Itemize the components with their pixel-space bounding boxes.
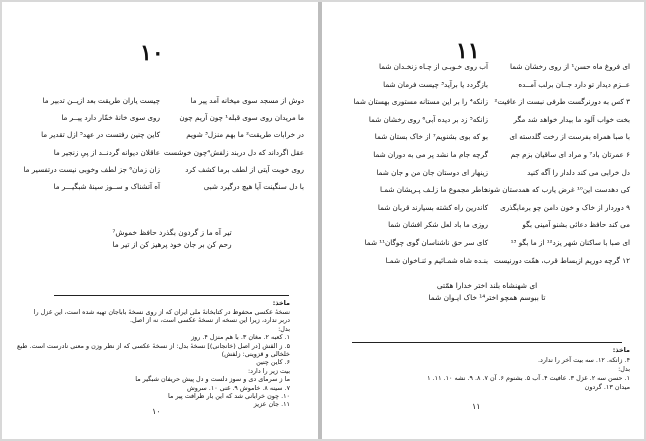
verse-line: عــزم دیدار تو دارد جــان برلب آمــده: [518, 79, 630, 89]
verse-line: کاین چنین رفتست در عهد⁵ ازل تقدیر ما: [41, 130, 160, 140]
closing-verse-2: تا ببوسم همچو اختر¹⁴ خاک ایـوان شما: [428, 293, 546, 302]
footnote-line: میدان ۱۳. گردون: [584, 383, 630, 391]
footnote-line: نسخهٔ عکسی محفوظ در کتابخانهٔ ملی ایران که از روی نسخهٔ باباجان تهیه شده است، این غزل را: [33, 308, 290, 316]
verse-line: کاندرین راه کشته بسیارند قربان شما: [377, 202, 488, 212]
verse-line: روی خوبت آیتی از لطف برما کشف کرد: [185, 164, 304, 174]
verse-line: ای فروغ ماه حسن¹ از روی رخشان شما: [509, 62, 630, 71]
verse-line: زانکه⁴ را بر این مستانه مستوری بهستان شما: [353, 97, 488, 107]
footnote-label: ماخذ:: [612, 346, 630, 354]
footnote-line: خلخالی و قزوینی: زلفش): [221, 350, 290, 358]
verse-line: زینهار ای دوستان جان من و جان شما: [376, 167, 488, 177]
verse-line: کی دهدست این¹⁰ غرض یارب که همدستان شوند: [484, 185, 630, 195]
folio-number: ۱۱: [472, 402, 481, 411]
verse-line: روزی ما باد لعل شکر افشان شما: [388, 220, 488, 230]
verse-line: ۱۲ گرچه دوریم ازبساط قرب، همّت دورنیست: [493, 255, 630, 265]
verse-line: گرچه جام ما نشد پر می به دوران شما: [373, 150, 488, 159]
footnote-label: ماخذ:: [272, 299, 290, 307]
footnote-line: ۱. حسن سه ۲. غزل ۳. عافیت ۴. آب ۵. بشنوم ۶. آن ۷. ۸. ۹. نشه ۱۰. ۱۱. ۱: [427, 374, 630, 382]
footnote-line: ۱. کعبه ۲. مغان ۳. با هم منزل ۴. روز: [191, 333, 290, 342]
closing-verse-2: رحم کن بر جان خود پرهیز کن از تیر ما: [112, 240, 232, 249]
verse-line: زانکه⁵ زد بر دیده آبی⁶ روی رخشان شما: [368, 114, 488, 124]
verse-line: خاطر مجموع ما زلـف پـریشان شمـا: [379, 185, 488, 195]
verse-line: با صبا همراه بفرست از رخت گلدسته ای: [509, 132, 630, 142]
verse-line: بنـده شاه شمـائیم و ثنـاخوان شمـا: [385, 255, 488, 265]
verse-line: با دل سنگینت آیا هیچ درگیرد شبی: [203, 182, 304, 191]
closing-verse-1: ای شهنشاه بلند اختر خدارا همّتی: [436, 281, 538, 290]
footnote-rule: [54, 295, 289, 296]
verse-line: آب روی خـوبـی از چـاه زنخـدان شما: [378, 62, 488, 71]
page-number-10: ۱۰: [140, 40, 164, 66]
footnote-line: ۱۰. چون خرابانی شد که این بار ظرافت پیر ما: [168, 392, 290, 400]
verse-line: عاقلان دیوانه گردنــد از پیِ زنجیر ما: [53, 147, 160, 157]
footnote-line: ۴. زانکه. ۱۲. سه بیت آخر را ندارد.: [538, 356, 630, 364]
verse-line: عقل اگرداند که دل دربند زلفش⁴چون خوشست: [163, 147, 304, 157]
verse-line: بخت خواب آلود ما بیدار خواهد شد مگر: [513, 114, 630, 124]
verse-line: چیست یاران طریقت بعد ازیــن تدبیر ما: [42, 96, 160, 105]
verse-line: بو که بوی بشنویم⁷ از خاک بستان شما: [374, 132, 488, 142]
verse-line: ۶ عمرتان باد⁷ و مراد ای ساقیان بزم جم: [510, 150, 630, 159]
footnote-line: ۱۱. جان عزیز: [253, 400, 290, 409]
closing-verse-1: تیر آه ما ز گردون بگذرد حافظ خموش⁷: [112, 228, 232, 237]
verse-line: در خرابات طریقت² ما بهم منزل³ شویم: [186, 130, 304, 140]
footnote-line: بدل:: [278, 324, 290, 333]
verse-line: ما مریدان روی سوی قبله¹ چون آریم چون: [179, 113, 304, 123]
folio-number: ۱۰: [152, 407, 161, 416]
verse-line: می کند حافظ دعائی بشنو آمینی بگو: [522, 220, 630, 230]
verse-line: ای صبا با ساکنان شهر یزد¹² از ما بگو ¹³: [510, 238, 630, 247]
footnote-line: دربر ندارد، زیرا این نسخه از نسخهٔ عکسی است، نه از اصل.: [130, 316, 290, 325]
verse-line: کای سر حق ناشناسان گوی چوگان¹¹ شما: [364, 238, 488, 247]
page-number-11: ۱۱: [456, 38, 480, 64]
footnote-line: ۷. سینه ۸. خاموش ۹. غنی ۱۰. سروش: [187, 383, 290, 392]
left-page: [2, 2, 318, 439]
right-page: [322, 2, 644, 439]
footnote-line: ما ز سرمای دی و سوز دلست و دل پیش حریفان شبگیر ما: [135, 375, 290, 384]
verse-line: روی سوی خانهٔ خمّار دارد پیــر ما: [61, 113, 160, 123]
verse-line: بازگردد یا برآید³ چیست فرمان شما: [383, 79, 488, 89]
verse-line: ۳ کس به دورنرگست طرفی نبست از عافیت²: [494, 97, 630, 107]
verse-line: دل خرابی می کند دلدار را آگه کنید: [527, 167, 630, 177]
footnote-line: ۵. ز الفش [در اصل (خانجانی)] نسخهٔ بدل: از نسخهٔ عکسی که از نظر وزن و معنی نادرست است. طبع: [16, 341, 290, 350]
footnote-line: ۶. کاین چنین: [256, 358, 290, 367]
footnote-rule: [352, 342, 622, 343]
verse-line: دوش از مسجد سوی میخانه آمد پیر ما: [190, 96, 304, 105]
verse-line: ۹ دوردار از خاک و خون دامن چو برمابگذری: [500, 202, 630, 212]
verse-line: زان زمان⁶ جز لطف وخوبی نیست درتفسیر ما: [23, 164, 160, 174]
footnote-line: بیت زیر را دارد:: [247, 366, 290, 375]
footnote-line: بدل:: [618, 365, 630, 373]
verse-line: آه آتشناک و ســوز سینهٔ شبگیـــر ما: [53, 182, 160, 191]
